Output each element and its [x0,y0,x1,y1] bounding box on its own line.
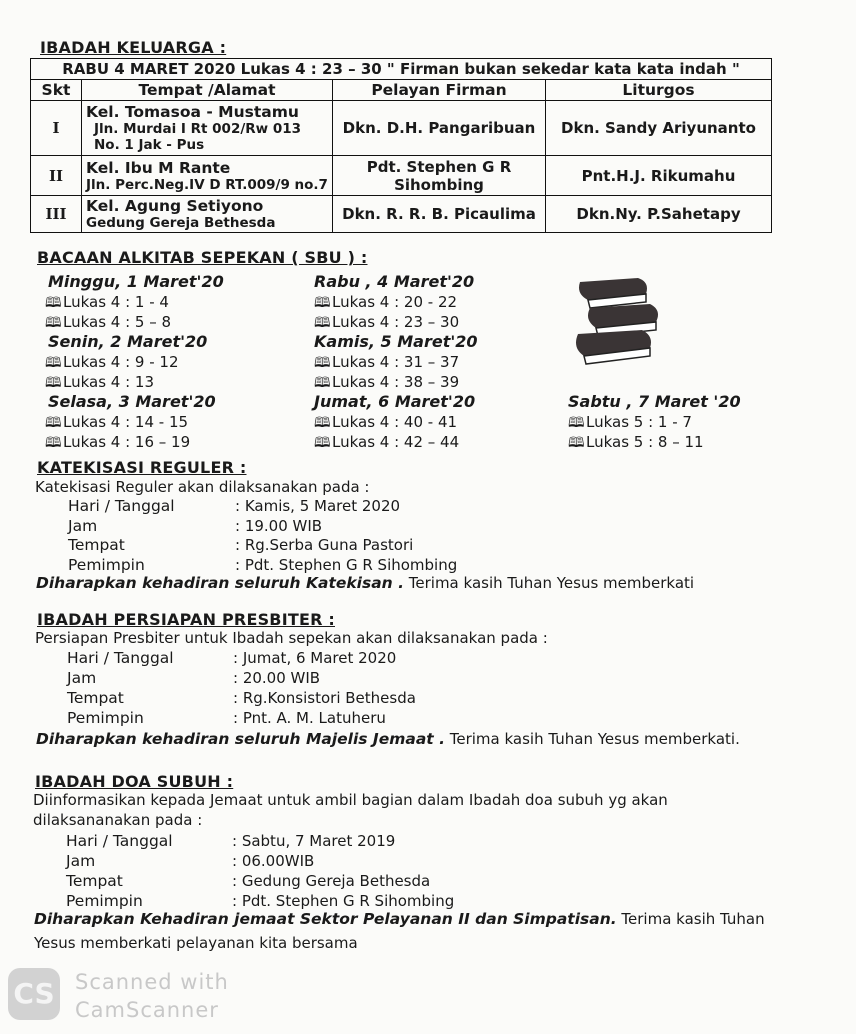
katekisasi-intro: Katekisasi Reguler akan dilaksanakan pada : [35,478,370,496]
doa-subuh-intro-1: Diinformasikan kepada Jemaat untuk ambil bagian dalam Ibadah doa subuh yg akan [33,791,668,809]
open-book-icon: 🕮 [45,295,62,311]
verse-ref: Lukas 4 : 1 - 4 [63,293,169,311]
watermark-line-2: CamScanner [75,998,219,1022]
cell-skt: I [31,101,82,156]
detail-value: : Gedung Gereja Bethesda [232,872,431,890]
open-book-icon: 🕮 [568,435,585,451]
verse-ref: Lukas 4 : 16 – 19 [63,433,191,451]
section-heading-ibadah-keluarga: IBADAH KELUARGA : [40,38,227,57]
open-book-icon: 🕮 [45,355,62,371]
open-book-icon: 🕮 [45,415,62,431]
detail-label: Pemimpin [68,555,145,574]
verse-ref: Lukas 4 : 14 - 15 [63,413,189,431]
sbu-day-label: Senin, 2 Maret'20 [48,332,208,351]
header-pelayan: Pelayan Firman [333,80,546,101]
detail-label: Jam [67,669,97,687]
table-header-row [31,80,772,101]
cell-liturgos: Dkn. Sandy Ariyunanto [546,101,772,156]
detail-label: Pemimpin [66,892,143,910]
cell-tempat [82,101,333,156]
family-address: Gedung Gereja Bethesda [86,215,276,231]
sbu-day-label: Sabtu , 7 Maret '20 [568,392,741,411]
open-book-icon: 🕮 [45,435,62,451]
detail-label: Jam [68,516,98,535]
detail-label: Hari / Tanggal [66,832,173,850]
open-book-icon: 🕮 [314,295,331,311]
verse-ref: Lukas 4 : 23 – 30 [332,313,460,331]
detail-value: : Pnt. A. M. Latuheru [233,709,386,727]
doa-subuh-closing-2: Yesus memberkati pelayanan kita bersama [34,934,358,952]
open-book-icon: 🕮 [45,375,62,391]
cell-tempat [82,156,333,196]
doa-subuh-closing [34,910,765,928]
detail-value: : 06.00WIB [232,852,315,870]
closing-emphasis: Diharapkan kehadiran seluruh Katekisan . [36,574,404,592]
closing-text: Terima kasih Tuhan Yesus memberkati. [444,730,740,748]
detail-value: : Pdt. Stephen G R Sihombing [235,555,458,574]
verse-ref: Lukas 4 : 31 – 37 [332,353,460,371]
family-name: Kel. Agung Setiyono [86,197,264,215]
detail-label: Tempat [67,689,124,707]
closing-emphasis: Diharapkan Kehadiran jemaat Sektor Pelayanan II dan Simpatisan. [34,910,617,928]
open-book-icon: 🕮 [568,415,585,431]
family-name: Kel. Ibu M Rante [86,158,231,177]
section-heading-doa-subuh: IBADAH DOA SUBUH : [35,772,234,791]
table-row [31,196,772,233]
detail-value: : Kamis, 5 Maret 2020 [235,497,401,515]
sbu-day-label: Minggu, 1 Maret'20 [48,272,224,291]
verse-ref: Lukas 4 : 9 - 12 [63,353,179,371]
table-row [31,156,772,196]
katekisasi-closing [36,574,694,592]
closing-text: Terima kasih Tuhan Yesus memberkati [404,574,695,592]
camscanner-logo: CS [8,968,60,1020]
verse-ref: Lukas 4 : 42 – 44 [332,433,460,451]
sbu-verse [314,432,459,456]
detail-label: Tempat [68,536,125,554]
section-heading-presbiter: IBADAH PERSIAPAN PRESBITER : [37,610,335,629]
detail-value: : 20.00 WIB [233,669,321,687]
sbu-verse [568,432,704,456]
cell-tempat [82,196,333,233]
presbiter-intro: Persiapan Presbiter untuk Ibadah sepekan akan dilaksanakan pada : [35,629,548,647]
family-worship-table [30,58,772,233]
detail-value: : 19.00 WIB [235,516,323,535]
detail-label: Pemimpin [67,709,144,727]
verse-ref: Lukas 5 : 8 – 11 [586,433,704,451]
cell-pelayan: Dkn. R. R. B. Picaulima [333,196,546,233]
detail-value: : Sabtu, 7 Maret 2019 [232,832,396,850]
verse-ref: Lukas 4 : 20 - 22 [332,293,458,311]
sbu-day-label: Selasa, 3 Maret'20 [48,392,216,411]
header-tempat: Tempat /Alamat [82,80,333,101]
detail-value: : Rg.Serba Guna Pastori [235,536,414,554]
open-book-icon: 🕮 [314,375,331,391]
detail-value: : Pdt. Stephen G R Sihombing [232,892,455,910]
detail-label: Tempat [66,872,123,890]
header-skt: Skt [31,80,82,101]
verse-ref: Lukas 5 : 1 - 7 [586,413,692,431]
open-book-icon: 🕮 [314,315,331,331]
detail-value: : Jumat, 6 Maret 2020 [233,649,397,667]
pelayan-line-1: Pdt. Stephen G R [366,157,512,176]
cell-skt: II [31,156,82,196]
detail-label: Hari / Tanggal [67,649,174,667]
family-address: Jln. Perc.Neg.IV D RT.009/9 no.7 [86,176,328,193]
open-book-icon: 🕮 [314,355,331,371]
open-book-icon: 🕮 [314,415,331,431]
detail-label: Jam [66,852,96,870]
cell-pelayan: Dkn. D.H. Pangaribuan [333,101,546,156]
table-banner-row [31,59,772,80]
verse-ref: Lukas 4 : 13 [63,373,155,391]
family-address-2: No. 1 Jak - Pus [94,137,205,153]
sbu-verse [45,432,190,456]
detail-value: : Rg.Konsistori Bethesda [233,689,416,707]
detail-label: Hari / Tanggal [68,497,175,515]
pelayan-line-2: Sihombing [394,175,484,194]
books-illustration [570,272,662,372]
family-name: Kel. Tomasoa - Mustamu [86,103,299,121]
verse-ref: Lukas 4 : 5 – 8 [63,313,172,331]
table-row [31,101,772,156]
cell-liturgos: Pnt.H.J. Rikumahu [546,156,772,196]
watermark-line-1: Scanned with [75,970,229,994]
doa-subuh-intro-2: dilaksananakan pada : [33,811,203,829]
open-book-icon: 🕮 [45,315,62,331]
closing-emphasis: Diharapkan kehadiran seluruh Majelis Jemaat . [36,730,445,748]
section-heading-katekisasi: KATEKISASI REGULER : [37,458,247,477]
sbu-day-label: Rabu , 4 Maret'20 [314,272,475,291]
cell-skt: III [31,196,82,233]
verse-ref: Lukas 4 : 38 – 39 [332,373,460,391]
presbiter-closing [36,730,740,748]
closing-text: Terima kasih Tuhan [616,910,765,928]
sbu-day-label: Jumat, 6 Maret'20 [314,392,476,411]
table-banner: RABU 4 MARET 2020 Lukas 4 : 23 – 30 " Firman bukan sekedar kata kata indah " [31,59,772,80]
open-book-icon: 🕮 [314,435,331,451]
verse-ref: Lukas 4 : 40 - 41 [332,413,458,431]
cell-liturgos: Dkn.Ny. P.Sahetapy [546,196,772,233]
sbu-day-label: Kamis, 5 Maret'20 [314,332,478,351]
section-heading-sbu: BACAAN ALKITAB SEPEKAN ( SBU ) : [37,248,368,267]
family-address: Jln. Murdai I Rt 002/Rw 013 [94,121,302,137]
cell-pelayan [333,156,546,196]
header-liturgos: Liturgos [546,80,772,101]
